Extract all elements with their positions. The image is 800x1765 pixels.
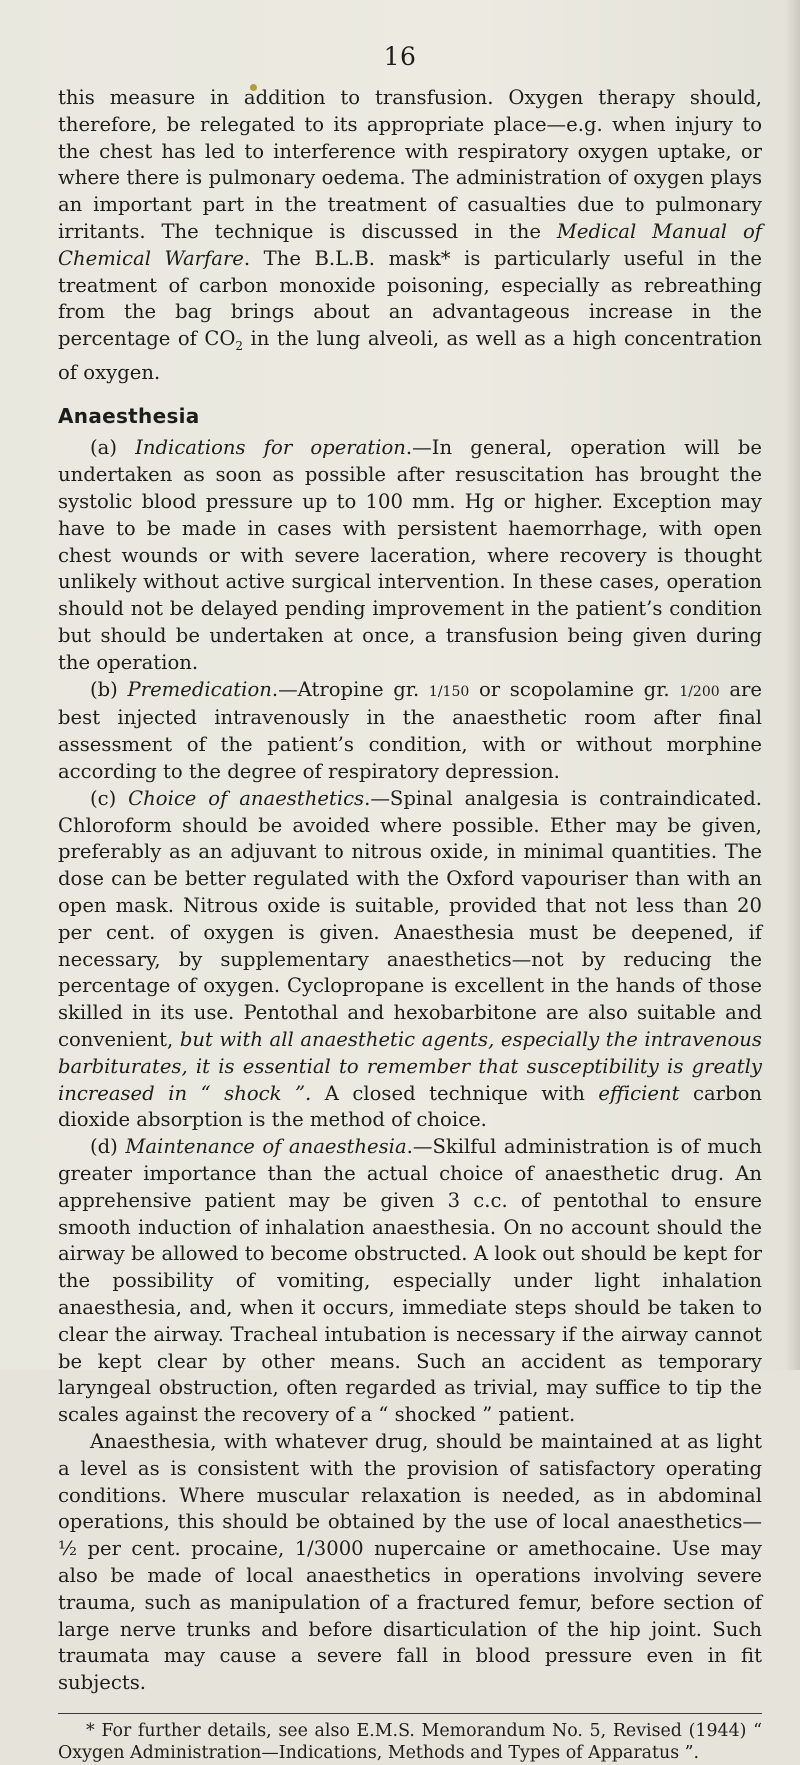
footnote (58, 1720, 762, 1765)
paragraph-d-title: Maintenance of anaesthesia (125, 1135, 407, 1159)
paragraph-a-title: Indications for operation (135, 436, 406, 460)
section-heading: Anaesthesia (58, 403, 200, 428)
emphasis-warning: but with all anaesthetic agents, especially the intravenous barbiturates, it is essential to remember that susceptibility is greatly increased in “ shock ”. (58, 1028, 762, 1105)
emphasis-efficient: efficient (598, 1081, 680, 1105)
fraction-scopolamine: 1/200 (679, 683, 720, 700)
paragraph-b: (b) Premedication.—Atropine gr. 1/150 or scopolamine gr. 1/200 are best injected intravenously in the anaesthetic room after final assessment of the patient’s condition, with or without morphine according to the degree of respiratory depression. (58, 677, 762, 784)
paragraph-a: (a) Indications for operation.—In general, operation will be undertaken as soon as possible after resuscitation has brought the systolic blood pressure up to 100 mm. Hg or higher. Exception may have to be made in cases with persistent haemorrhage, with open chest wounds or with severe laceration, where recovery is thought unlikely without active surgical intervention. In these cases, operation should not be delayed pending improvement in the patient’s condition but should be undertaken at once, a transfusion being given during the operation. (58, 436, 762, 674)
paragraph-d: (d) Maintenance of anaesthesia.—Skilful administration is of much greater importance than the actual choice of anaesthetic drug. An apprehensive patient may be given 3 c.c. of pentothal to ensure smooth induction of inhalation anaesthesia. On no account should the airway be allowed to become obstructed. A look out should be kept for the possibility of vomiting, especially under light inhalation anaesthesia, and, when it occurs, immediate steps should be taken to clear the airway. Tracheal intubation is necessary if the airway cannot be kept clear by other means. Such an accident as temporary laryngeal obstruction, often regarded as trivial, may suffice to tip the scales against the recovery of a “ shocked ” patient. (58, 1135, 762, 1427)
manual-title: Medical Manual of Chemical Warfare (58, 219, 762, 270)
page-edge-shadow (786, 0, 800, 1370)
footnote-text: * For further details, see also E.M.S. Memorandum No. 5, Revised (1944) “ Oxygen Administration—Indications, Methods and Types of Apparatus ”. (58, 1720, 762, 1764)
paragraph-c: (c) Choice of anaesthetics.—Spinal analgesia is contraindicated. Chloroform should be avoided where possible. Ether may be given, preferably as an adjuvant to nitrous oxide, in minimal quantities. The dose can be better regulated with the Oxford vapouriser than with an open mask. Nitrous oxide is suitable, provided that not less than 20 per cent. of oxygen is given. Anaesthesia must be deepened, if necessary, by supplementary anaesthetics—not by reducing the percentage of oxygen. Cyclopropane is excellent in the hands of those skilled in its use. Pentothal and hexobarbitone are also suitable and convenient, but with all anaesthetic agents, especially the intravenous barbiturates, it is essential to remember that susceptibility is greatly increased in “ shock ”. A closed technique with efficient carbon dioxide absorption is the method of choice. (58, 786, 762, 1132)
footnote-divider (58, 1713, 762, 1714)
body-text (58, 85, 762, 1765)
subscript-2: 2 (235, 339, 244, 354)
intro-paragraph: this measure in addition to transfusion. Oxygen therapy should, therefore, be relegated to its appropriate place—e.g. when injury to the chest has led to interference with respiratory oxygen uptake, or where there is pulmonary oedema. The administration of oxygen plays an important part in the treatment of casualties due to pulmonary irritants. The technique is discussed in the Medical Manual of Chemical Warfare. The B.L.B. mask* is particularly useful in the treatment of carbon monoxide poisoning, especially as rebreathing from the bag brings about an advantageous increase in the percentage of $CO_2$ in the lung alveoli, as well as a high concentration of oxygen. (58, 86, 763, 384)
paragraph-e: Anaesthesia, with whatever drug, should be maintained at as light a level as is consistent with the provision of satisfactory operating conditions. Where muscular relaxation is needed, as in abdominal operations, this should be obtained by the use of local anaesthetics—½ per cent. procaine, 1/3000 nupercaine or amethocaine. Use may also be made of local anaesthetics in operations involving severe trauma, such as manipulation of a fractured femur, before section of large nerve trunks and before disarticulation of the hip joint. Such traumata may cause a severe fall in blood pressure even in fit subjects. (58, 1429, 762, 1695)
page-number: 16 (383, 42, 417, 71)
paragraph-c-title: Choice of anaesthetics (128, 786, 365, 810)
fraction-atropine: 1/150 (428, 683, 470, 700)
paragraph-b-title: Premedication (127, 677, 272, 701)
